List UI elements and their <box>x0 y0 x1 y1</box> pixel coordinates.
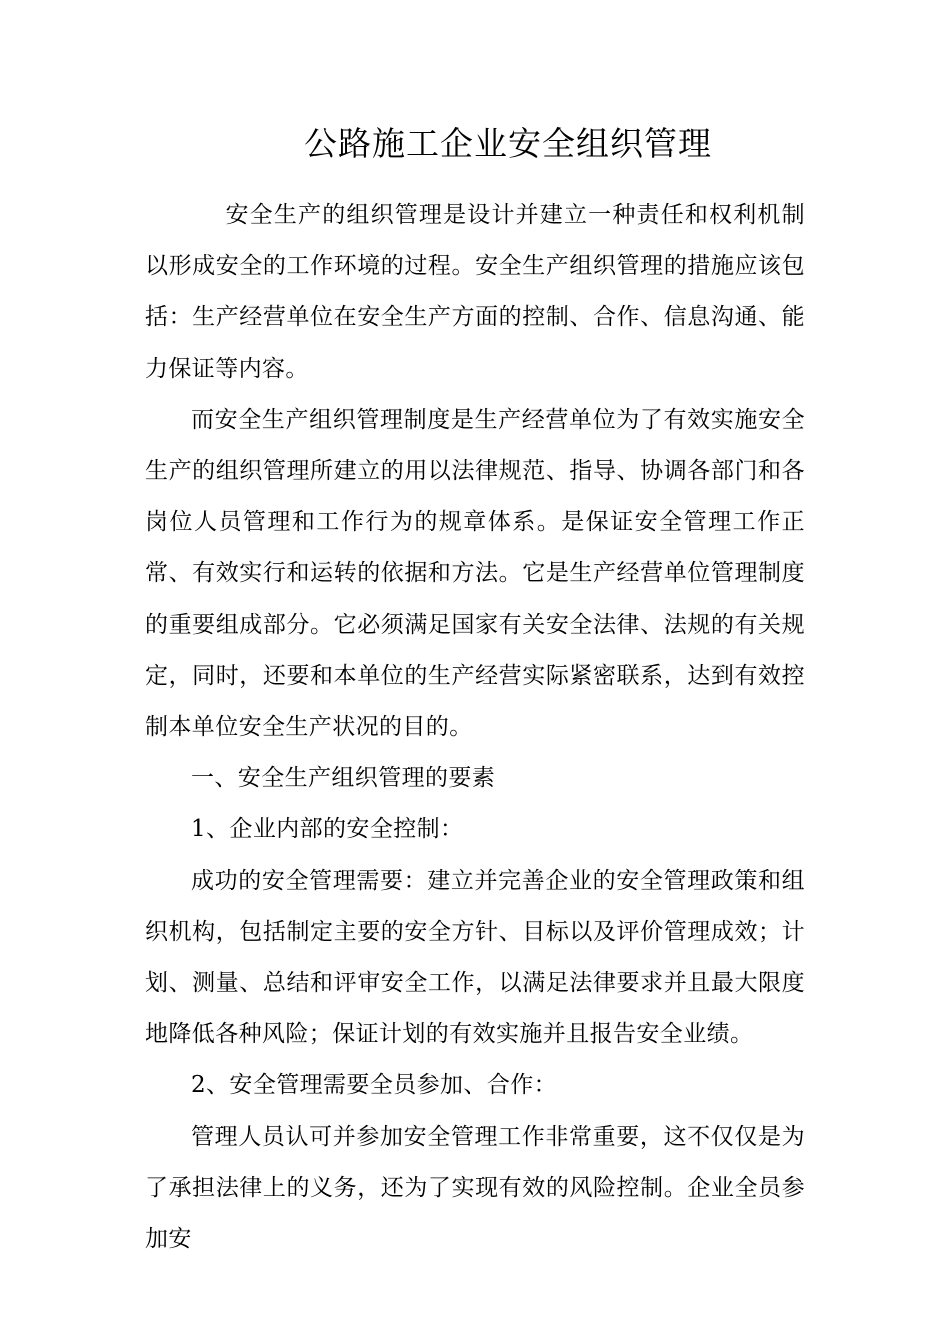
paragraph-intro: 安全生产的组织管理是设计并建立一种责任和权利机制以形成安全的工作环境的过程。安全生产组织管理的措施应该包括：生产经营单位在安全生产方面的控制、合作、信息沟通、能力保证等内容。 <box>145 202 805 382</box>
document-title: 公路施工企业安全组织管理 <box>304 124 712 163</box>
document-body <box>145 190 805 1265</box>
subsection-heading-2: 2、安全管理需要全员参加、合作： <box>191 1072 558 1099</box>
section-heading: 一、安全生产组织管理的要素 <box>191 765 496 792</box>
paragraph-participation: 管理人员认可并参加安全管理工作非常重要，这不仅仅是为了承担法律上的义务，还为了实现有效的风险控制。企业全员参加安 <box>145 1123 805 1253</box>
subsection-heading-1: 1、企业内部的安全控制： <box>191 816 464 843</box>
paragraph-system: 而安全生产组织管理制度是生产经营单位为了有效实施安全生产的组织管理所建立的用以法律规范、指导、协调各部门和各岗位人员管理和工作行为的规章体系。是保证安全管理工作正常、有效实行和运转的依据和方法。它是生产经营单位管理制度的重要组成部分。它必须满足国家有关安全法律、法规的有关规定，同时，还要和本单位的生产经营实际紧密联系，达到有效控制本单位安全生产状况的目的。 <box>145 406 805 741</box>
paragraph-internal-control: 成功的安全管理需要：建立并完善企业的安全管理政策和组织机构，包括制定主要的安全方针、目标以及评价管理成效；计划、测量、总结和评审安全工作，以满足法律要求并且最大限度地降低各种风险；保证计划的有效实施并且报告安全业绩。 <box>145 867 805 1048</box>
